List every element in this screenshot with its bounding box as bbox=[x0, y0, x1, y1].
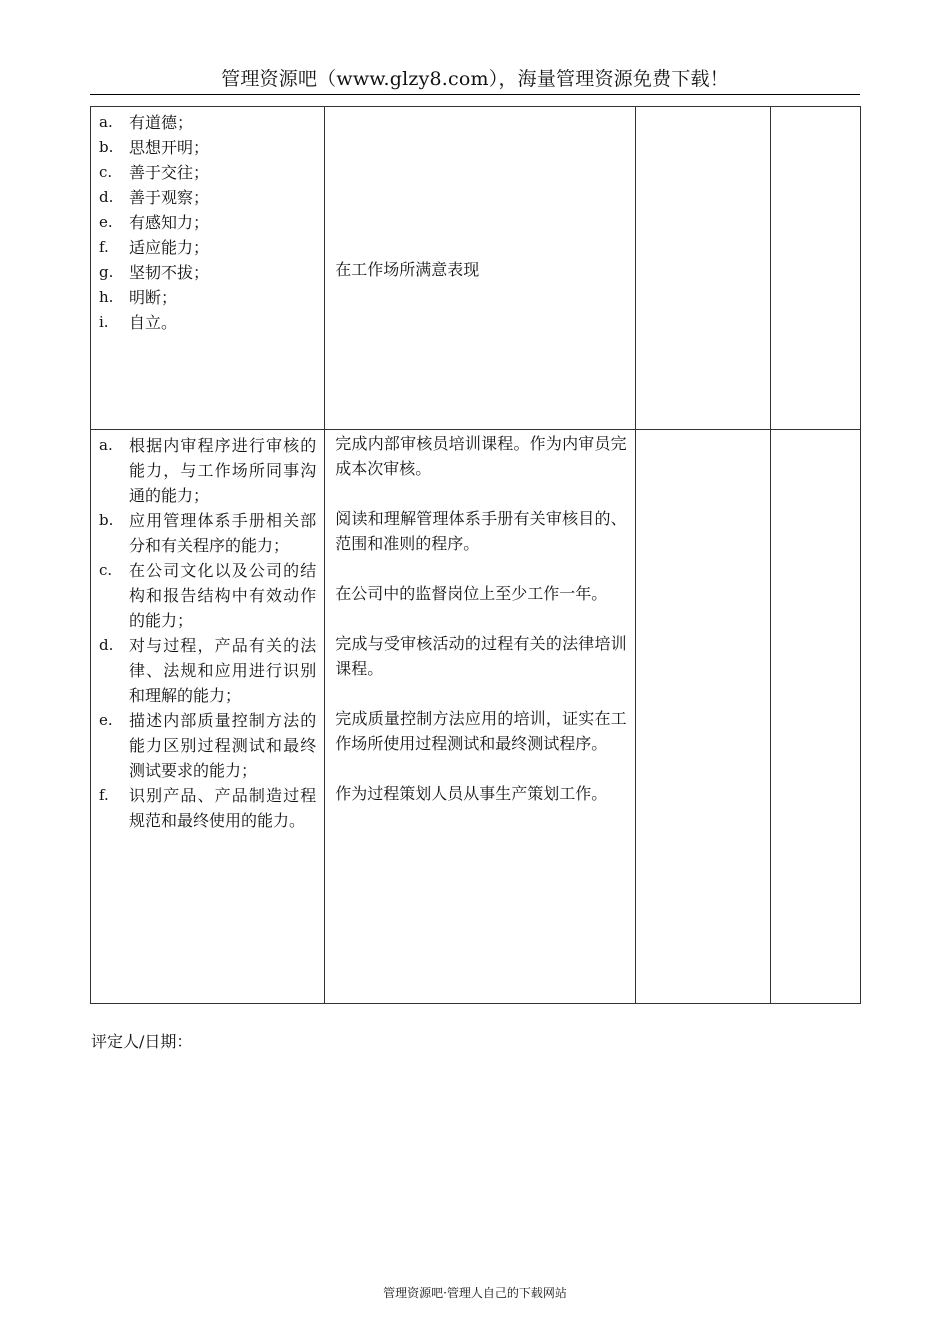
list-item: e. 描述内部质量控制方法的能力区别过程测试和最终测试要求的能力； bbox=[99, 711, 317, 780]
evidence-cell bbox=[325, 430, 635, 1004]
empty-cell bbox=[635, 107, 770, 430]
empty-cell bbox=[770, 107, 860, 430]
evidence-cell bbox=[325, 107, 635, 430]
list-item: c. 善于交往； bbox=[99, 163, 210, 182]
list-item: g. 坚韧不拔； bbox=[99, 263, 210, 282]
empty-cell bbox=[635, 430, 770, 1004]
assessor-date-label: 评定人/日期： bbox=[91, 1032, 193, 1051]
list-item: h. 明断； bbox=[99, 288, 178, 307]
list-item: b. 思想开明； bbox=[99, 138, 210, 157]
qualities-list bbox=[91, 107, 324, 335]
evidence-item: 在公司中的监督岗位上至少工作一年。 bbox=[335, 584, 608, 603]
evidence-item: 阅读和理解管理体系手册有关审核目的、范围和准则的程序。 bbox=[335, 509, 627, 553]
list-item: d. 善于观察； bbox=[99, 188, 210, 207]
table-row bbox=[91, 107, 861, 430]
qualities-cell bbox=[91, 430, 325, 1004]
list-item: a. 有道德； bbox=[99, 113, 194, 132]
evidence-item: 作为过程策划人员从事生产策划工作。 bbox=[335, 784, 608, 803]
evidence-text: 在工作场所满意表现 bbox=[335, 259, 480, 279]
list-item: e. 有感知力； bbox=[99, 213, 210, 232]
page-footer: 管理资源吧·管理人自己的下载网站 bbox=[383, 1286, 567, 1300]
evidence-item: 完成与受审核活动的过程有关的法律培训课程。 bbox=[335, 634, 627, 678]
qualities-cell bbox=[91, 107, 325, 430]
evidence-item: 完成内部审核员培训课程。作为内审员完成本次审核。 bbox=[335, 434, 627, 478]
list-item: a. 根据内审程序进行审核的能力，与工作场所同事沟通的能力； bbox=[99, 436, 317, 505]
list-item: f. 适应能力； bbox=[99, 238, 210, 257]
competency-table bbox=[90, 106, 861, 1004]
list-item: b. 应用管理体系手册相关部分和有关程序的能力； bbox=[99, 511, 317, 555]
list-item: f. 识别产品、产品制造过程规范和最终使用的能力。 bbox=[99, 786, 317, 830]
list-item: d. 对与过程，产品有关的法律、法规和应用进行识别和理解的能力； bbox=[99, 636, 317, 705]
evidence-list bbox=[325, 430, 634, 806]
empty-cell bbox=[770, 430, 860, 1004]
list-item: c. 在公司文化以及公司的结构和报告结构中有效动作的能力； bbox=[99, 561, 317, 630]
list-item: i. 自立。 bbox=[99, 313, 178, 332]
table-row bbox=[91, 430, 861, 1004]
evidence-item: 完成质量控制方法应用的培训，证实在工作场所使用过程测试和最终测试程序。 bbox=[335, 709, 627, 753]
qualities-list bbox=[91, 430, 324, 833]
page-header: 管理资源吧（www.glzy8.com），海量管理资源免费下载！ bbox=[90, 64, 860, 95]
